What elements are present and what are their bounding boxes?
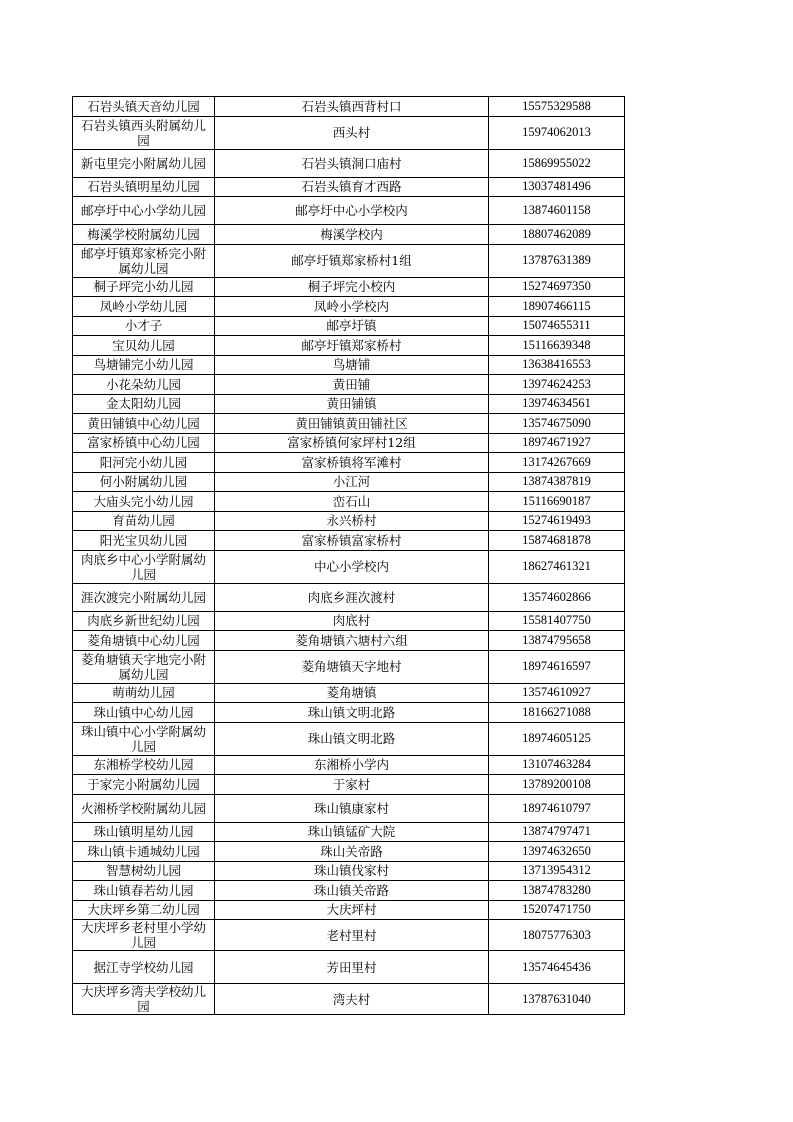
cell-phone: 13574602866 <box>489 583 625 611</box>
table-row <box>73 984 625 1015</box>
cell-phone: 18627461321 <box>489 550 625 583</box>
cell-address: 菱角塘镇天字地村 <box>215 650 489 683</box>
cell-name: 菱角塘镇中心幼儿园 <box>73 631 215 651</box>
table-row <box>73 336 625 356</box>
cell-phone: 15274697350 <box>489 277 625 297</box>
cell-address: 梅溪学校内 <box>215 225 489 245</box>
cell-phone: 13974632650 <box>489 842 625 862</box>
cell-phone: 15116639348 <box>489 336 625 356</box>
cell-name: 东湘桥学校幼儿园 <box>73 755 215 775</box>
cell-phone: 18807462089 <box>489 225 625 245</box>
cell-address: 石岩头镇洞口庙村 <box>215 149 489 177</box>
cell-address: 峦石山 <box>215 492 489 512</box>
cell-name: 宝贝幼儿园 <box>73 336 215 356</box>
cell-address: 鸟塘铺 <box>215 355 489 375</box>
cell-phone: 13874795658 <box>489 631 625 651</box>
cell-name: 新屯里完小附属幼儿园 <box>73 149 215 177</box>
cell-address: 邮亭圩镇 <box>215 316 489 336</box>
table-row <box>73 755 625 775</box>
cell-address: 珠山镇康家村 <box>215 794 489 822</box>
cell-phone: 13638416553 <box>489 355 625 375</box>
cell-address: 珠山镇关帝路 <box>215 881 489 901</box>
cell-address: 西头村 <box>215 116 489 149</box>
cell-phone: 18974610797 <box>489 794 625 822</box>
cell-phone: 18974616597 <box>489 650 625 683</box>
kindergarten-table <box>72 96 625 1015</box>
cell-phone: 13789200108 <box>489 775 625 795</box>
cell-name: 火湘桥学校附属幼儿园 <box>73 794 215 822</box>
table-row <box>73 631 625 651</box>
cell-address: 肉底乡涯次渡村 <box>215 583 489 611</box>
table-row <box>73 394 625 414</box>
table-row <box>73 277 625 297</box>
cell-address: 菱角塘镇 <box>215 683 489 703</box>
table-body <box>73 97 625 1015</box>
table-row <box>73 861 625 881</box>
cell-phone: 18974605125 <box>489 722 625 755</box>
cell-phone: 13787631389 <box>489 244 625 277</box>
cell-name: 涯次渡完小附属幼儿园 <box>73 583 215 611</box>
table-row <box>73 775 625 795</box>
cell-name: 大庙头完小幼儿园 <box>73 492 215 512</box>
cell-name: 大庆坪乡湾夫学校幼儿园 <box>73 984 215 1015</box>
cell-name: 邮亭圩中心小学幼儿园 <box>73 197 215 225</box>
cell-address: 菱角塘镇六塘村六组 <box>215 631 489 651</box>
cell-name: 育苗幼儿园 <box>73 511 215 531</box>
table-row <box>73 531 625 551</box>
table-row <box>73 881 625 901</box>
cell-address: 珠山镇文明北路 <box>215 703 489 723</box>
cell-address: 珠山关帝路 <box>215 842 489 862</box>
cell-phone: 15116690187 <box>489 492 625 512</box>
cell-name: 珠山镇明星幼儿园 <box>73 822 215 842</box>
table-row <box>73 453 625 473</box>
cell-phone: 18166271088 <box>489 703 625 723</box>
cell-name: 珠山镇中心小学附属幼儿园 <box>73 722 215 755</box>
cell-name: 智慧树幼儿园 <box>73 861 215 881</box>
cell-address: 于家村 <box>215 775 489 795</box>
cell-name: 大庆坪乡老村里小学幼儿园 <box>73 920 215 951</box>
cell-phone: 15575329588 <box>489 97 625 117</box>
table-row <box>73 97 625 117</box>
cell-name: 邮亭圩镇郑家桥完小附属幼儿园 <box>73 244 215 277</box>
cell-name: 黄田铺镇中心幼儿园 <box>73 414 215 434</box>
cell-phone: 13974634561 <box>489 394 625 414</box>
cell-phone: 15074655311 <box>489 316 625 336</box>
cell-address: 珠山镇文明北路 <box>215 722 489 755</box>
cell-name: 据江寺学校幼儿园 <box>73 951 215 984</box>
table-row <box>73 703 625 723</box>
cell-address: 东湘桥小学内 <box>215 755 489 775</box>
cell-address: 凤岭小学校内 <box>215 297 489 317</box>
cell-address: 富家桥镇何家坪村12组 <box>215 433 489 453</box>
cell-address: 黄田铺 <box>215 375 489 395</box>
cell-name: 大庆坪乡第二幼儿园 <box>73 900 215 920</box>
cell-address: 芳田里村 <box>215 951 489 984</box>
cell-name: 鸟塘铺完小幼儿园 <box>73 355 215 375</box>
cell-address: 湾夫村 <box>215 984 489 1015</box>
table-row <box>73 197 625 225</box>
cell-name: 阳光宝贝幼儿园 <box>73 531 215 551</box>
cell-address: 石岩头镇育才西路 <box>215 177 489 197</box>
cell-phone: 13874601158 <box>489 197 625 225</box>
cell-name: 石岩头镇天音幼儿园 <box>73 97 215 117</box>
table-row <box>73 920 625 951</box>
table-row <box>73 822 625 842</box>
cell-name: 珠山镇中心幼儿园 <box>73 703 215 723</box>
cell-name: 肉底乡新世纪幼儿园 <box>73 611 215 631</box>
table-row <box>73 550 625 583</box>
cell-phone: 13037481496 <box>489 177 625 197</box>
table-row <box>73 511 625 531</box>
cell-address: 大庆坪村 <box>215 900 489 920</box>
cell-address: 珠山镇伐家村 <box>215 861 489 881</box>
cell-name: 桐子坪完小幼儿园 <box>73 277 215 297</box>
cell-phone: 13974624253 <box>489 375 625 395</box>
table-row <box>73 951 625 984</box>
cell-phone: 13874783280 <box>489 881 625 901</box>
table-row <box>73 225 625 245</box>
cell-name: 小花朵幼儿园 <box>73 375 215 395</box>
cell-name: 于家完小附属幼儿园 <box>73 775 215 795</box>
table-row <box>73 611 625 631</box>
table-row <box>73 244 625 277</box>
cell-phone: 13574610927 <box>489 683 625 703</box>
cell-address: 富家桥镇将军滩村 <box>215 453 489 473</box>
cell-name: 菱角塘镇天字地完小附属幼儿园 <box>73 650 215 683</box>
table-row <box>73 149 625 177</box>
cell-phone: 15974062013 <box>489 116 625 149</box>
cell-address: 肉底村 <box>215 611 489 631</box>
cell-phone: 18075776303 <box>489 920 625 951</box>
cell-address: 石岩头镇西背村口 <box>215 97 489 117</box>
cell-phone: 15207471750 <box>489 900 625 920</box>
table-row <box>73 583 625 611</box>
cell-phone: 13174267669 <box>489 453 625 473</box>
cell-name: 石岩头镇明星幼儿园 <box>73 177 215 197</box>
table-row <box>73 842 625 862</box>
cell-name: 石岩头镇西头附属幼儿园 <box>73 116 215 149</box>
cell-phone: 13574645436 <box>489 951 625 984</box>
cell-name: 珠山镇卡通城幼儿园 <box>73 842 215 862</box>
cell-phone: 15274619493 <box>489 511 625 531</box>
cell-name: 何小附属幼儿园 <box>73 472 215 492</box>
table-row <box>73 722 625 755</box>
cell-phone: 13874797471 <box>489 822 625 842</box>
cell-name: 小才子 <box>73 316 215 336</box>
table-row <box>73 414 625 434</box>
cell-phone: 18907466115 <box>489 297 625 317</box>
table-row <box>73 316 625 336</box>
cell-phone: 13574675090 <box>489 414 625 434</box>
table-row <box>73 492 625 512</box>
table-row <box>73 900 625 920</box>
cell-address: 邮亭圩镇郑家桥村 <box>215 336 489 356</box>
cell-phone: 13787631040 <box>489 984 625 1015</box>
cell-address: 桐子坪完小校内 <box>215 277 489 297</box>
cell-address: 邮亭圩中心小学校内 <box>215 197 489 225</box>
table-row <box>73 650 625 683</box>
cell-phone: 18974671927 <box>489 433 625 453</box>
cell-address: 邮亭圩镇郑家桥村1组 <box>215 244 489 277</box>
cell-phone: 13107463284 <box>489 755 625 775</box>
cell-phone: 15874681878 <box>489 531 625 551</box>
cell-phone: 13713954312 <box>489 861 625 881</box>
cell-name: 富家桥镇中心幼儿园 <box>73 433 215 453</box>
cell-name: 珠山镇春若幼儿园 <box>73 881 215 901</box>
cell-address: 中心小学校内 <box>215 550 489 583</box>
table-row <box>73 116 625 149</box>
cell-phone: 15869955022 <box>489 149 625 177</box>
cell-name: 金太阳幼儿园 <box>73 394 215 414</box>
table-row <box>73 472 625 492</box>
cell-address: 黄田铺镇 <box>215 394 489 414</box>
table-row <box>73 433 625 453</box>
cell-address: 老村里村 <box>215 920 489 951</box>
cell-name: 肉底乡中心小学附属幼儿园 <box>73 550 215 583</box>
cell-name: 阳河完小幼儿园 <box>73 453 215 473</box>
cell-address: 小江河 <box>215 472 489 492</box>
cell-address: 富家桥镇富家桥村 <box>215 531 489 551</box>
cell-name: 萌萌幼儿园 <box>73 683 215 703</box>
cell-address: 珠山镇锰矿大院 <box>215 822 489 842</box>
cell-address: 永兴桥村 <box>215 511 489 531</box>
cell-phone: 15581407750 <box>489 611 625 631</box>
table-row <box>73 355 625 375</box>
cell-name: 梅溪学校附属幼儿园 <box>73 225 215 245</box>
table-row <box>73 297 625 317</box>
table-row <box>73 794 625 822</box>
cell-address: 黄田铺镇黄田铺社区 <box>215 414 489 434</box>
table-row <box>73 375 625 395</box>
cell-name: 凤岭小学幼儿园 <box>73 297 215 317</box>
cell-phone: 13874387819 <box>489 472 625 492</box>
table-row <box>73 683 625 703</box>
table-row <box>73 177 625 197</box>
